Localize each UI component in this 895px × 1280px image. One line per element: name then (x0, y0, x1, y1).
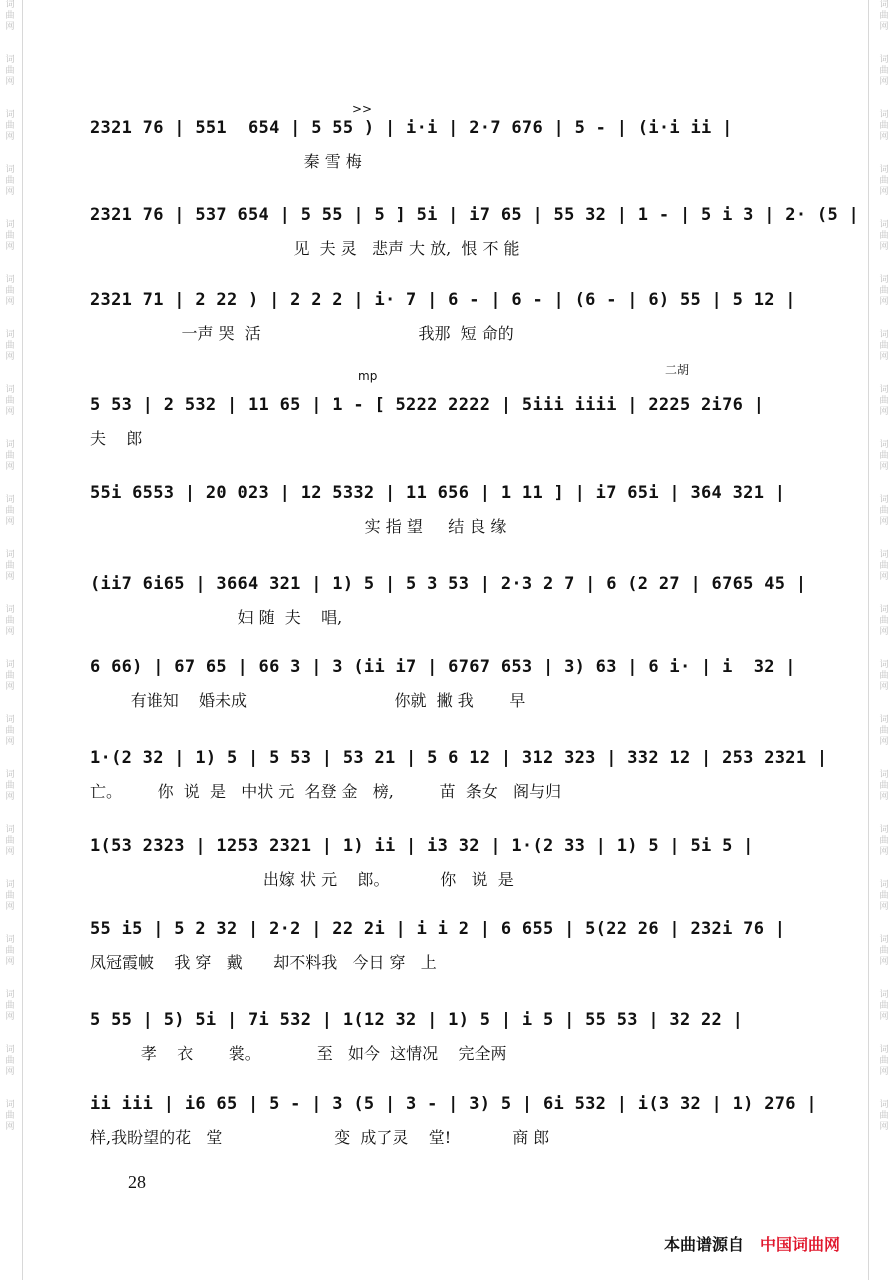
watermark-text: 词 曲 网 (879, 770, 889, 802)
watermark-text: 词 曲 网 (5, 605, 15, 637)
lyric-line: 实 指 望 结 良 缘 (90, 517, 507, 536)
score-system-9 (90, 836, 805, 926)
score-system-6 (90, 574, 805, 664)
score-system-11 (90, 1010, 805, 1100)
watermark-text: 词 曲 网 (879, 1100, 889, 1132)
watermark-text: 词 曲 网 (879, 935, 889, 967)
watermark-text: 词 曲 网 (5, 990, 15, 1022)
watermark-text: 词 曲 网 (5, 0, 15, 32)
notation-line: 2321 76 | 551 654 | 5 55 ) | i·i | 2·7 676 | 5 - | (i·i ii | (90, 118, 733, 138)
notation-line: 1·(2 32 | 1) 5 | 5 53 | 53 21 | 5 6 12 | 312 323 | 332 12 | 253 2321 | (90, 748, 828, 768)
notation-line: ii iii | i6 65 | 5 - | 3 (5 | 3 - | 3) 5 | 6i 532 | i(3 32 | 1) 276 | (90, 1094, 817, 1114)
watermark-text: 词 曲 网 (5, 385, 15, 417)
watermark-text: 词 曲 网 (879, 1045, 889, 1077)
watermark-text: 词 曲 网 (879, 165, 889, 197)
source-label: 本曲谱源自 (664, 1235, 745, 1254)
watermark-text: 词 曲 网 (5, 440, 15, 472)
watermark-text: 词 曲 网 (5, 495, 15, 527)
watermark-text: 词 曲 网 (879, 660, 889, 692)
score-system-12 (90, 1094, 817, 1184)
notation-line: 6 66) | 67 65 | 66 3 | 3 (ii i7 | 6767 653 | 3) 63 | 6 i· | i 32 | (90, 657, 796, 677)
score-system-10 (90, 919, 805, 1009)
watermark-text: 词 曲 网 (5, 1100, 15, 1132)
watermark-text: 词 曲 网 (5, 275, 15, 307)
watermark-text: 词 曲 网 (5, 935, 15, 967)
score-system-7 (90, 657, 805, 747)
notation-line: 55 i5 | 5 2 32 | 2·2 | 22 2i | i i 2 | 6 655 | 5(22 26 | 232i 76 | (90, 919, 786, 939)
watermark-text: 词 曲 网 (5, 55, 15, 87)
source-footer (664, 1232, 840, 1255)
watermark-text: 词 曲 网 (5, 715, 15, 747)
watermark-text: 词 曲 网 (879, 220, 889, 252)
lyric-line: 秦 雪 梅 (90, 152, 362, 171)
lyric-line: 亡。 你 说 是 中状 元 名登 金 榜, 苗 条女 阁与归 (90, 782, 562, 801)
watermark-text: 词 曲 网 (879, 605, 889, 637)
watermark-text: 词 曲 网 (879, 385, 889, 417)
notation-line: 1(53 2323 | 1253 2321 | 1) ii | i3 32 | 1·(2 33 | 1) 5 | 5i 5 | (90, 836, 754, 856)
watermark-text: 词 曲 网 (879, 495, 889, 527)
watermark-text: 词 曲 网 (879, 550, 889, 582)
instrument-label: 二胡 (665, 363, 690, 377)
watermark-text: 词 曲 网 (5, 660, 15, 692)
notation-line: 2321 76 | 537 654 | 5 55 | 5 ] 5i | i7 65 | 55 32 | 1 - | 5 i 3 | 2· (5 | (90, 205, 860, 225)
watermark-text: 词 曲 网 (879, 275, 889, 307)
watermark-text: 词 曲 网 (879, 330, 889, 362)
notation-line: 2321 71 | 2 22 ) | 2 2 2 | i· 7 | 6 - | 6 - | (6 - | 6) 55 | 5 12 | (90, 290, 796, 310)
lyric-line: 见 夫 灵 悲声 大 放, 恨 不 能 (90, 239, 520, 258)
lyric-line: 孝 衣 裳。 至 如今 这情况 完全两 (90, 1044, 507, 1063)
source-site-link[interactable]: 中国词曲网 (760, 1235, 841, 1254)
watermark-text: 词 曲 网 (5, 1045, 15, 1077)
watermark-text: 词 曲 网 (5, 165, 15, 197)
lyric-line: 样,我盼望的花 堂 变 成了灵 堂! 商 郎 (90, 1128, 550, 1147)
score-system-5 (90, 483, 805, 573)
score-system-3 (90, 290, 805, 380)
watermark-text: 词 曲 网 (879, 880, 889, 912)
lyric-line: 一声 哭 活 我那 短 命的 (90, 324, 514, 343)
lyric-line: 凤冠霞帔 我 穿 戴 却不料我 今日 穿 上 (90, 953, 437, 972)
accent-mark: >> (352, 102, 373, 116)
watermark-text: 词 曲 网 (5, 825, 15, 857)
watermark-text: 词 曲 网 (879, 715, 889, 747)
notation-line: 5 55 | 5) 5i | 7i 532 | 1(12 32 | 1) 5 | i 5 | 55 53 | 32 22 | (90, 1010, 744, 1030)
score-system-8 (90, 748, 828, 838)
score-system-1 (90, 102, 805, 208)
score-system-4 (90, 363, 805, 485)
watermark-text: 词 曲 网 (879, 990, 889, 1022)
lyric-line: 夫 郎 (90, 429, 143, 448)
notation-line: 5 53 | 2 532 | 11 65 | 1 - [ 5222 2222 | 5iii iiii | 2225 2i76 | (90, 395, 765, 415)
watermark-text: 词 曲 网 (879, 0, 889, 32)
watermark-text: 词 曲 网 (879, 825, 889, 857)
notation-line: 55i 6553 | 20 023 | 12 5332 | 11 656 | 1 11 ] | i7 65i | 364 321 | (90, 483, 786, 503)
watermark-text: 词 曲 网 (5, 770, 15, 802)
watermark-text: 词 曲 网 (879, 55, 889, 87)
lyric-line: 妇 随 夫 唱, (90, 608, 343, 627)
watermark-text: 词 曲 网 (5, 880, 15, 912)
page-number: 28 (128, 1172, 146, 1192)
lyric-line: 有谁知 婚未成 你就 撇 我 早 (90, 691, 526, 710)
watermark-text: 词 曲 网 (5, 220, 15, 252)
lyric-line: 出嫁 状 元 郎。 你 说 是 (90, 870, 514, 889)
dynamic-marking: mp (358, 369, 378, 383)
notation-line: (ii7 6i65 | 3664 321 | 1) 5 | 5 3 53 | 2·3 2 7 | 6 (2 27 | 6765 45 | (90, 574, 807, 594)
watermark-left (3, 0, 17, 1280)
watermark-text: 词 曲 网 (5, 330, 15, 362)
watermark-text: 词 曲 网 (879, 110, 889, 142)
watermark-text: 词 曲 网 (5, 110, 15, 142)
watermark-text: 词 曲 网 (879, 440, 889, 472)
watermark-text: 词 曲 网 (5, 550, 15, 582)
watermark-right (877, 0, 891, 1280)
score-system-2 (90, 205, 860, 295)
